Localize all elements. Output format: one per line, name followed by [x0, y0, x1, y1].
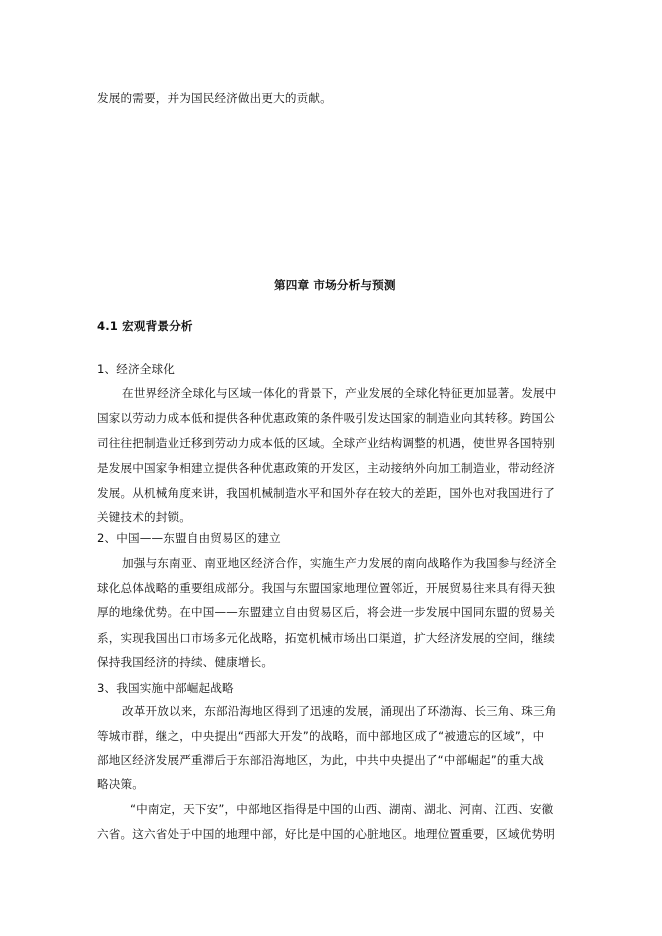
paragraph-line: 略决策。	[97, 777, 144, 791]
paragraph-line: 系，实现我国出口市场多元化战略，拓宽机械市场出口渠道，扩大经济发展的空间，继续	[97, 631, 556, 645]
paragraph-line: 发展。从机械角度来讲，我国机械制造水平和国外存在较大的差距，国外也对我国进行了	[97, 486, 556, 500]
paragraph-line: 在世界经济全球化与区域一体化的背景下，产业发展的全球化特征更加显著。发展中	[122, 386, 557, 400]
paragraph-line: 司往往把制造业迁移到劳动力成本低的区域。全球产业结构调整的机遇，使世界各国特别	[97, 436, 556, 450]
paragraph-line: 加强与东南亚、南亚地区经济合作，实施生产力发展的南向战略作为我国参与经济全	[122, 556, 557, 570]
item-heading-1: 1、经济全球化	[97, 362, 175, 376]
chapter-title: 第四章 市场分析与预测	[274, 278, 396, 292]
paragraph-line: 保持我国经济的持续、健康增长。	[97, 655, 274, 669]
paragraph-line: 部地区经济发展严重滞后于东部沿海地区，为此，中共中央提出了“中部崛起”的重大战	[97, 753, 544, 767]
item-heading-3: 3、我国实施中部崛起战略	[97, 681, 234, 695]
paragraph-line: 等城市群，继之，中央提出“西部大开发”的战略，而中部地区成了“被遗忘的区域”，中	[97, 729, 545, 743]
item-heading-2: 2、中国——东盟自由贸易区的建立	[97, 531, 281, 545]
paragraph-line: 国家以劳动力成本低和提供各种优惠政策的条件吸引发达国家的制造业向其转移。跨国公	[97, 411, 556, 425]
paragraph-line: 改革开放以来，东部沿海地区得到了迅速的发展，涌现出了环渤海、长三角、珠三角	[122, 704, 557, 718]
paragraph-line: 厚的地缘优势。在中国——东盟建立自由贸易区后，将会进一步发展中国同东盟的贸易关	[97, 605, 556, 619]
paragraph-line: “中南定，天下安”，中部地区指得是中国的山西、湖南、湖北、河南、江西、安徽	[130, 802, 554, 816]
intro-line: 发展的需要，并为国民经济做出更大的贡献。	[97, 91, 332, 105]
paragraph-line: 关键技术的封锁。	[97, 510, 191, 524]
paragraph-line: 六省。这六省处于中国的地理中部，好比是中国的心脏地区。地理位置重要，区域优势明	[97, 827, 556, 841]
paragraph-line: 球化总体战略的重要组成部分。我国与东盟国家地理位置邻近，开展贸易往来具有得天独	[97, 581, 556, 595]
section-title: 4.1 宏观背景分析	[97, 319, 193, 333]
paragraph-line: 是发展中国家争相建立提供各种优惠政策的开发区，主动接纳外向加工制造业，带动经济	[97, 461, 556, 475]
